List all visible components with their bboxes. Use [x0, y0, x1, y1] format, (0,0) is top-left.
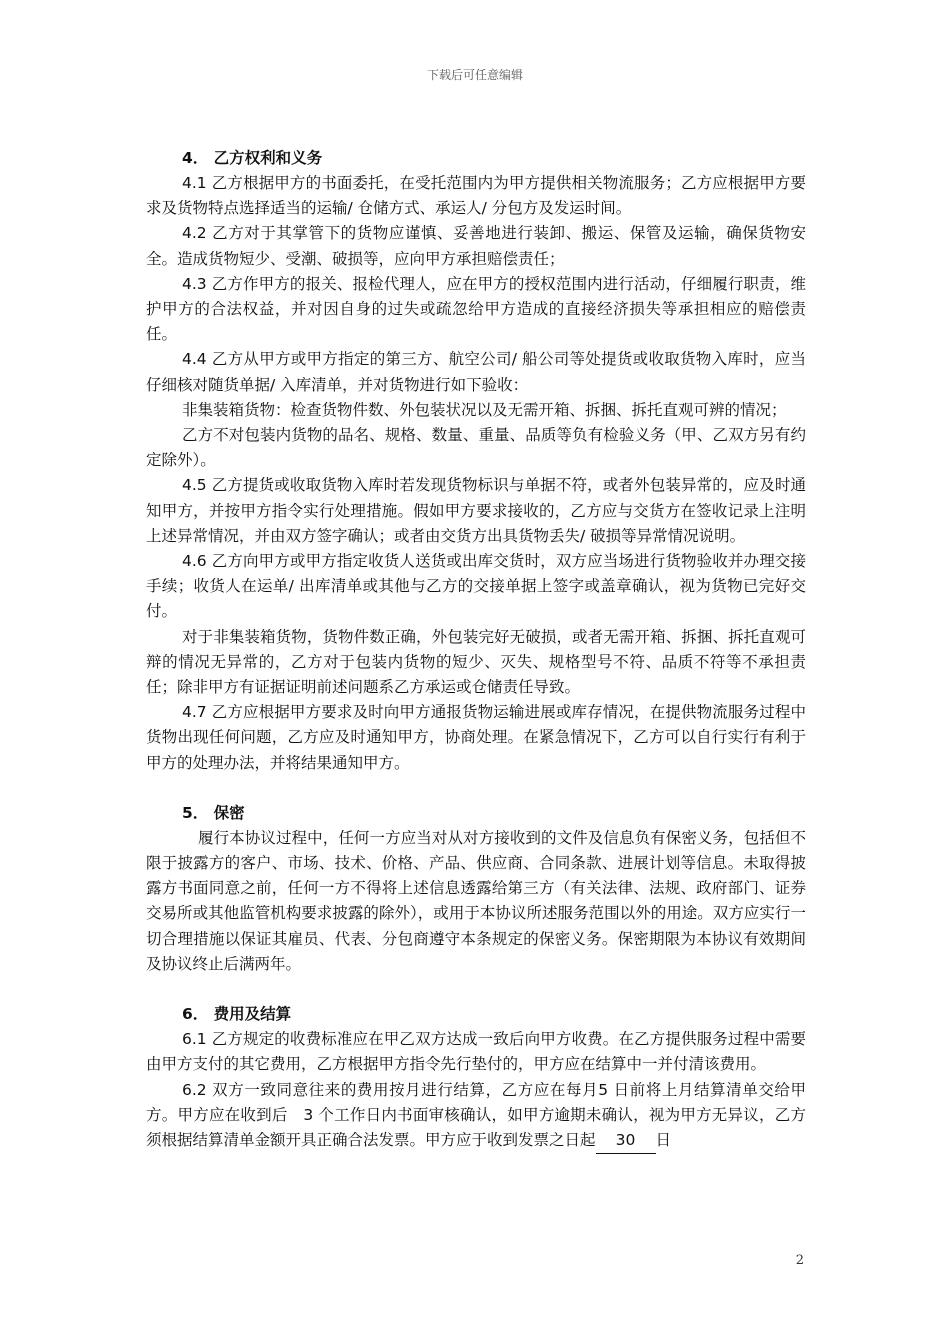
clause-5-confidentiality: 履行本协议过程中，任何一方应当对从对方接收到的文件及信息负有保密义务，包括但不限于披露方的客户、市场、技术、价格、产品、供应商、合同条款、进展计划等信息。未取得披露方书面同意之前，任何一方不得将上述信息透露给第三方（有关法律、法规、政府部门、证券交易所或其他监管机构要求披露的除外），或用于本协议所述服务范围以外的用途。双方应实行一切合理措施以保证其雇员、代表、分包商遵守本条规定的保密义务。保密期限为本协议有效期间及协议终止后满两年。	[146, 828, 806, 973]
payment-days-blank: 30	[596, 1128, 656, 1154]
section-5-title: 5． 保密	[182, 803, 245, 822]
clause-4-7: 4.7 乙方应根据甲方要求及时向甲方通报货物运输进展或库存情况，在提供物流服务过程中货物出现任何问题，乙方应及时通知甲方，协商处理。在紧急情况下，乙方可以自行实行有利于甲方的处理办法，并将结果通知甲方。	[146, 703, 806, 772]
clause-4-1: 4.1 乙方根据甲方的书面委托，在受托范围内为甲方提供相关物流服务；乙方应根据甲方要求及货物特点选择适当的运输/ 仓储方式、承运人/ 分包方及发运时间。	[146, 174, 806, 218]
section-6-title: 6． 费用及结算	[182, 1005, 292, 1024]
clause-4-4-no-inspection: 乙方不对包装内货物的品名、规格、数量、重量、品质等负有检验义务（甲、乙双方另有约定除外）。	[146, 426, 806, 470]
clause-6-2	[146, 1078, 806, 1155]
clause-4-3: 4.3 乙方作甲方的报关、报检代理人，应在甲方的授权范围内进行活动，仔细履行职责，维护甲方的合法权益，并对因自身的过失或疏忽给甲方造成的直接经济损失等承担相应的赔偿责任。	[146, 274, 806, 344]
clause-4-6-non-container: 对于非集装箱货物，货物件数正确，外包装完好无破损，或者无需开箱、拆捆、拆托直观可辩的情况无异常的，乙方对于包装内货物的短少、灭失、规格型号不符、品质不符等不承担责任；除非甲方有证据证明前述问题系乙方承运或仓储责任导致。	[146, 627, 806, 697]
document-body	[146, 146, 806, 1154]
clause-4-5: 4.5 乙方提货或收取货物入库时若发现货物标识与单据不符，或者外包装异常的，应及时通知甲方，并按甲方指令实行处理措施。假如甲方要求接收的，乙方应与交货方在签收记录上注明上述异常情况，并由双方签字确认；或者由交货方出具货物丢失/ 破损等异常情况说明。	[146, 476, 806, 545]
clause-6-2-end: 日	[655, 1130, 672, 1149]
page-header: 下载后可任意编辑	[426, 68, 523, 82]
section-4-title: 4． 乙方权利和义务	[182, 149, 323, 167]
clause-6-1: 6.1 乙方规定的收费标准应在甲乙双方达成一致后向甲方收费。在乙方提供服务过程中需要由甲方支付的其它费用，乙方根据甲方指令先行垫付的，甲方应在结算中一并付清该费用。	[146, 1030, 806, 1074]
clause-6-2-text: 6.2 双方一致同意往来的费用按月进行结算，乙方应在每月5 日前将上月结算清单交给甲方。甲方应在收到后 3 个工作日内书面审核确认，如甲方逾期未确认，视为甲方无异议，乙方须根据结算清单金额开具正确合法发票。甲方应于收到发票之日起	[146, 1080, 806, 1149]
clause-4-4-non-container: 非集装箱货物：检查货物件数、外包装状况以及无需开箱、拆捆、拆托直观可辨的情况；	[182, 400, 787, 419]
clause-4-6: 4.6 乙方向甲方或甲方指定收货人送货或出库交货时，双方应当场进行货物验收并办理交接手续；收货人在运单/ 出库清单或其他与乙方的交接单据上签字或盖章确认，视为货物已完好交付。	[146, 552, 806, 621]
clause-4-2: 4.2 乙方对于其掌管下的货物应谨慎、妥善地进行装卸、搬运、保管及运输，确保货物安全。造成货物短少、受潮、破损等，应向甲方承担赔偿责任；	[146, 224, 806, 268]
clause-4-4: 4.4 乙方从甲方或甲方指定的第三方、航空公司/ 船公司等处提货或收取货物入库时，应当仔细核对随货单据/ 入库清单，并对货物进行如下验收：	[146, 350, 806, 394]
page-number: 2	[795, 1253, 804, 1268]
